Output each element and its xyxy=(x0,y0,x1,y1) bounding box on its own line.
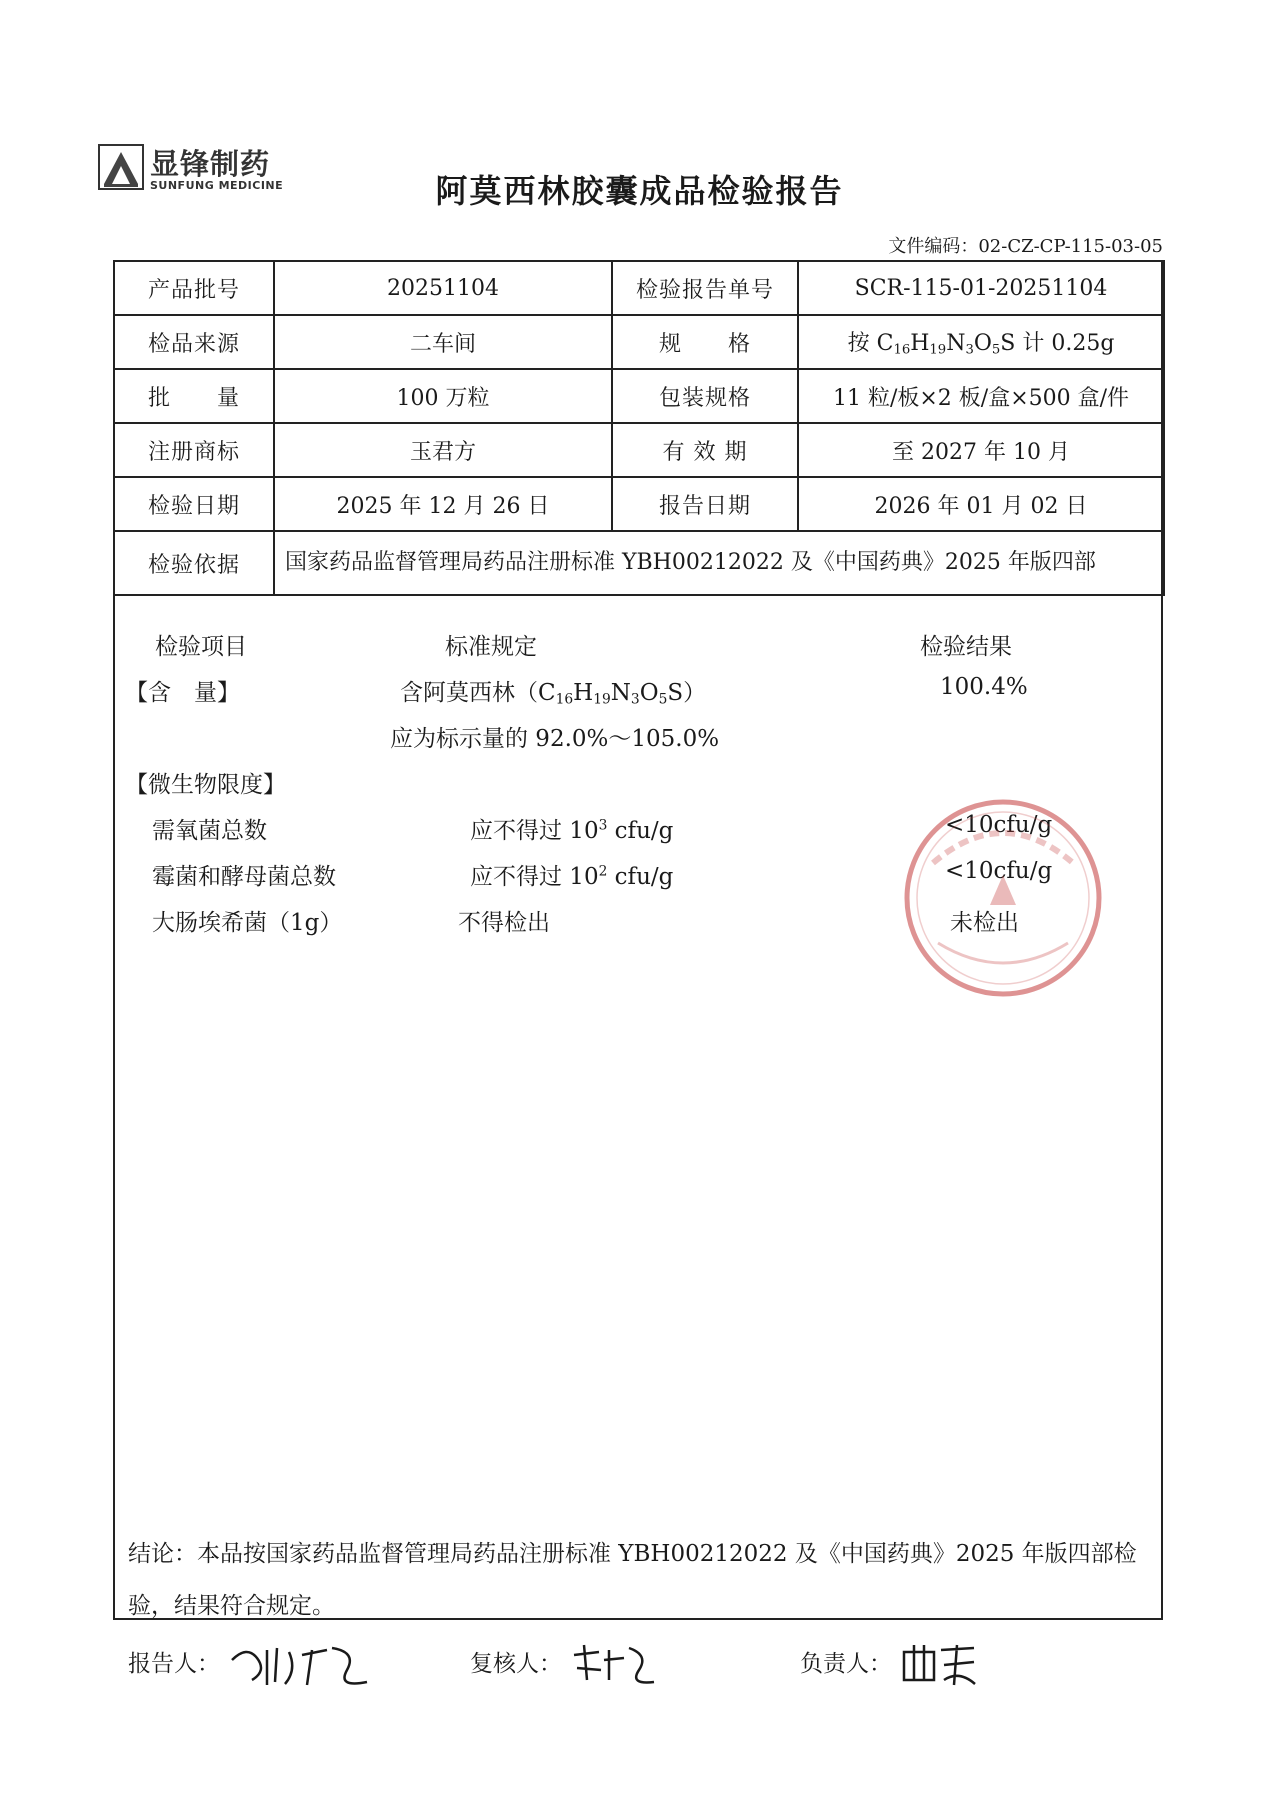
expiry-value: 至 2027 年 10 月 xyxy=(798,423,1164,477)
micro-result-ecoli: 未检出 xyxy=(950,910,1019,936)
micro-std-aerobic-prefix: 应不得过 10 xyxy=(470,818,599,844)
micro-std-aerobic-suffix: cfu/g xyxy=(607,818,674,844)
column-header-standard: 标准规定 xyxy=(445,634,537,660)
packaging-value: 11 粒/板×2 板/盒×500 盒/件 xyxy=(798,369,1164,423)
micro-result-aerobic: <10cfu/g xyxy=(945,812,1053,838)
responsible-signature-icon xyxy=(899,1640,979,1690)
conclusion-label: 结论： xyxy=(128,1541,197,1567)
micro-std-mold-suffix: cfu/g xyxy=(607,864,674,890)
spec-formula: $C_{16}H_{19}N_3O_5S$ xyxy=(876,331,1016,358)
expiry-label: 有 效 期 xyxy=(612,423,798,477)
micro-std-mold-exp: 2 xyxy=(598,863,608,880)
quantity-value: 100 万粒 xyxy=(274,369,612,423)
content-standard xyxy=(400,674,706,707)
spec-value xyxy=(798,315,1164,369)
content-heading: 【含 量】 xyxy=(125,680,240,706)
report-no-value: SCR-115-01-20251104 xyxy=(798,261,1164,315)
report-title: 阿莫西林胶囊成品检验报告 xyxy=(435,172,844,210)
micro-item-ecoli: 大肠埃希菌（1g） xyxy=(152,910,343,936)
reviewer-label: 复核人： xyxy=(470,1651,562,1677)
conclusion xyxy=(128,1528,1153,1632)
content-result: 100.4% xyxy=(940,674,1028,700)
micro-std-mold-prefix: 应不得过 10 xyxy=(470,864,599,890)
reporter-label: 报告人： xyxy=(128,1651,220,1677)
spec-label: 规 格 xyxy=(612,315,798,369)
table-row xyxy=(114,261,1164,315)
reporter-signature-block xyxy=(128,1640,377,1690)
spec-prefix: 按 xyxy=(847,331,870,357)
batch-label: 产品批号 xyxy=(114,261,274,315)
source-value: 二车间 xyxy=(274,315,612,369)
quantity-label: 批 量 xyxy=(114,369,274,423)
micro-item-aerobic: 需氧菌总数 xyxy=(152,818,267,844)
trademark-value: 玉君方 xyxy=(274,423,612,477)
reporter-signature-icon xyxy=(227,1640,377,1690)
micro-std-aerobic xyxy=(470,812,673,845)
content-std-formula: $C_{16}H_{19}N_3O_5S$ xyxy=(538,680,684,708)
trademark-label: 注册商标 xyxy=(114,423,274,477)
micro-result-mold: <10cfu/g xyxy=(945,858,1053,884)
batch-value: 20251104 xyxy=(274,261,612,315)
table-row xyxy=(114,315,1164,369)
content-std-prefix: 含阿莫西林（ xyxy=(400,680,538,706)
column-header-item: 检验项目 xyxy=(155,634,247,660)
report-no-label: 检验报告单号 xyxy=(612,261,798,315)
content-standard-range: 应为标示量的 92.0%～105.0% xyxy=(390,726,720,752)
source-label: 检品来源 xyxy=(114,315,274,369)
logo-english-name: SUNFUNG MEDICINE xyxy=(150,179,284,192)
logo-chinese-name: 显锋制药 xyxy=(150,147,271,181)
microbial-heading: 【微生物限度】 xyxy=(125,772,286,798)
table-row xyxy=(114,369,1164,423)
responsible-signature-block xyxy=(800,1640,979,1690)
column-header-result: 检验结果 xyxy=(920,634,1012,660)
file-code: 文件编码：02-CZ-CP-115-03-05 xyxy=(888,236,1163,257)
test-date-value: 2025 年 12 月 26 日 xyxy=(274,477,612,531)
company-seal-stamp-icon xyxy=(898,793,1108,1003)
basis-label: 检验依据 xyxy=(114,531,274,595)
product-info-table xyxy=(113,260,1165,596)
micro-std-ecoli: 不得检出 xyxy=(458,910,550,936)
content-std-suffix: ） xyxy=(683,680,707,706)
basis-value: 国家药品监督管理局药品注册标准 YBH00212022 及《中国药典》2025 年版四部 xyxy=(274,531,1164,595)
reviewer-signature-icon xyxy=(569,1640,659,1690)
table-row xyxy=(114,531,1164,595)
report-date-value: 2026 年 01 月 02 日 xyxy=(798,477,1164,531)
test-date-label: 检验日期 xyxy=(114,477,274,531)
report-date-label: 报告日期 xyxy=(612,477,798,531)
packaging-label: 包装规格 xyxy=(612,369,798,423)
micro-std-aerobic-exp: 3 xyxy=(598,817,608,834)
reviewer-signature-block xyxy=(470,1640,659,1690)
spec-suffix: 计 0.25g xyxy=(1022,331,1115,357)
table-row xyxy=(114,477,1164,531)
conclusion-text: 本品按国家药品监督管理局药品注册标准 YBH00212022 及《中国药典》2025 年版四部检验，结果符合规定。 xyxy=(128,1541,1137,1619)
micro-std-mold xyxy=(470,858,673,891)
table-row xyxy=(114,423,1164,477)
responsible-label: 负责人： xyxy=(800,1651,892,1677)
micro-item-mold: 霉菌和酵母菌总数 xyxy=(152,864,336,890)
